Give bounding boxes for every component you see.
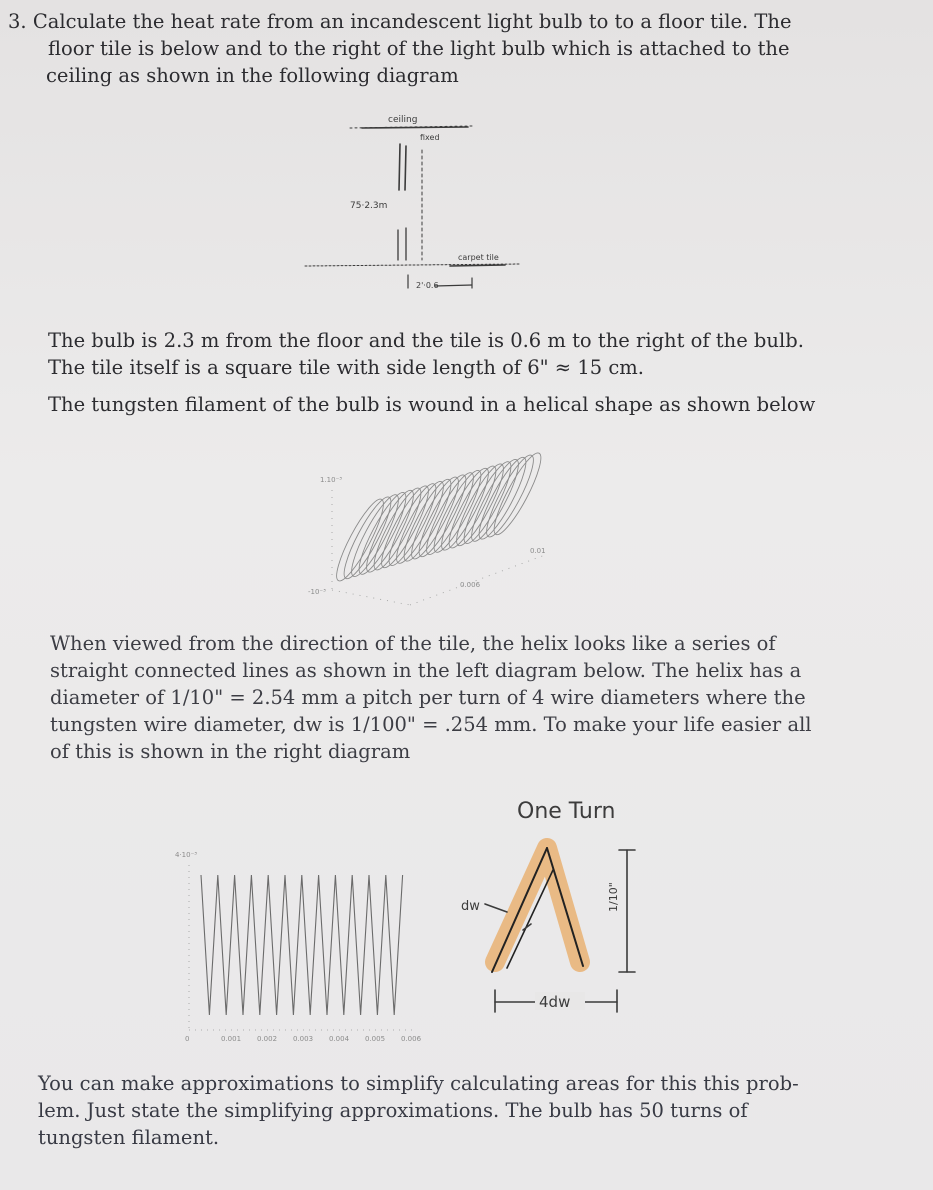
geometry-line-3: The tungsten filament of the bulb is wound in a helical shape as shown below	[48, 393, 816, 416]
helix-3d-plot	[310, 460, 590, 620]
zigzag-x-tick: 0.003	[293, 1035, 314, 1043]
closing-paragraph	[38, 1070, 799, 1151]
helix-y-top-label: 1.10⁻³	[320, 476, 343, 484]
one-turn-title: One Turn	[517, 799, 616, 824]
zigzag-x-tick: 0.004	[329, 1035, 350, 1043]
intro-line-1	[8, 8, 792, 35]
zigzag-x-tick: 0.001	[221, 1035, 242, 1043]
zigzag-x-ticks	[185, 1035, 422, 1043]
turn-height-label: 1/10"	[607, 882, 620, 912]
problem-number: 3.	[8, 10, 27, 33]
helix-line-5: of this is shown in the right diagram	[50, 740, 411, 763]
helix-x-label-a: 0.006	[460, 581, 481, 589]
tile-mark	[450, 265, 505, 266]
zigzag-x-tick: 0	[185, 1035, 190, 1043]
zigzag-plot	[175, 845, 435, 1045]
ceiling-label-2: fixed	[420, 133, 440, 142]
offset-label: 2'·0.6	[416, 281, 439, 290]
problem-intro	[8, 8, 792, 89]
turn-width-label: 4dw	[539, 993, 571, 1011]
height-label: 75·2.3m	[350, 201, 388, 211]
helix-line-3: diameter of 1/10" = 2.54 mm a pitch per turn of 4 wire diameters where the	[50, 686, 806, 709]
one-turn-diagram	[455, 790, 685, 1030]
zigzag-x-tick: 0.006	[401, 1035, 422, 1043]
helix-coils	[330, 448, 548, 585]
zigzag-y-top-label: 4·10⁻³	[175, 851, 198, 859]
zigzag-x-tick: 0.005	[365, 1035, 386, 1043]
geometry-line-1: The bulb is 2.3 m from the floor and the tile is 0.6 m to the right of the bulb.	[48, 329, 804, 352]
helix-line-1: When viewed from the direction of the tile, the helix looks like a series of	[50, 632, 776, 655]
geometry-paragraph	[48, 327, 815, 418]
zigzag-x-tick: 0.002	[257, 1035, 278, 1043]
closing-line-3: tungsten filament.	[38, 1126, 220, 1149]
zigzag-line	[201, 875, 403, 1015]
room-diagram	[300, 110, 580, 300]
intro-line-2: floor tile is below and to the right of the light bulb which is attached to the	[48, 37, 790, 60]
intro-line-3: ceiling as shown in the following diagram	[46, 64, 459, 87]
helix-line-2: straight connected lines as shown in the left diagram below. The helix has a	[50, 659, 802, 682]
geometry-line-2: The tile itself is a square tile with side length of 6" ≈ 15 cm.	[48, 356, 644, 379]
helix-x-label-b: 0.01	[530, 547, 546, 555]
closing-line-1: You can make approximations to simplify calculating areas for this this prob-	[38, 1072, 799, 1095]
turn-highlight	[495, 848, 580, 962]
tile-label: carpet tile	[458, 253, 499, 262]
helix-line-4: tungsten wire diameter, dw is 1/100" = .254 mm. To make your life easier all	[50, 713, 812, 736]
helix-paragraph	[50, 630, 812, 765]
intro-line-1-text: Calculate the heat rate from an incandescent light bulb to to a floor tile. The	[32, 10, 792, 33]
dw-label: dw	[461, 899, 480, 914]
helix-y-bottom-label: -10⁻³	[308, 588, 326, 596]
wire-right	[547, 848, 583, 966]
closing-line-2: lem. Just state the simplifying approximations. The bulb has 50 turns of	[38, 1099, 748, 1122]
cord-line	[399, 144, 400, 190]
ceiling-label: ceiling	[388, 115, 418, 125]
